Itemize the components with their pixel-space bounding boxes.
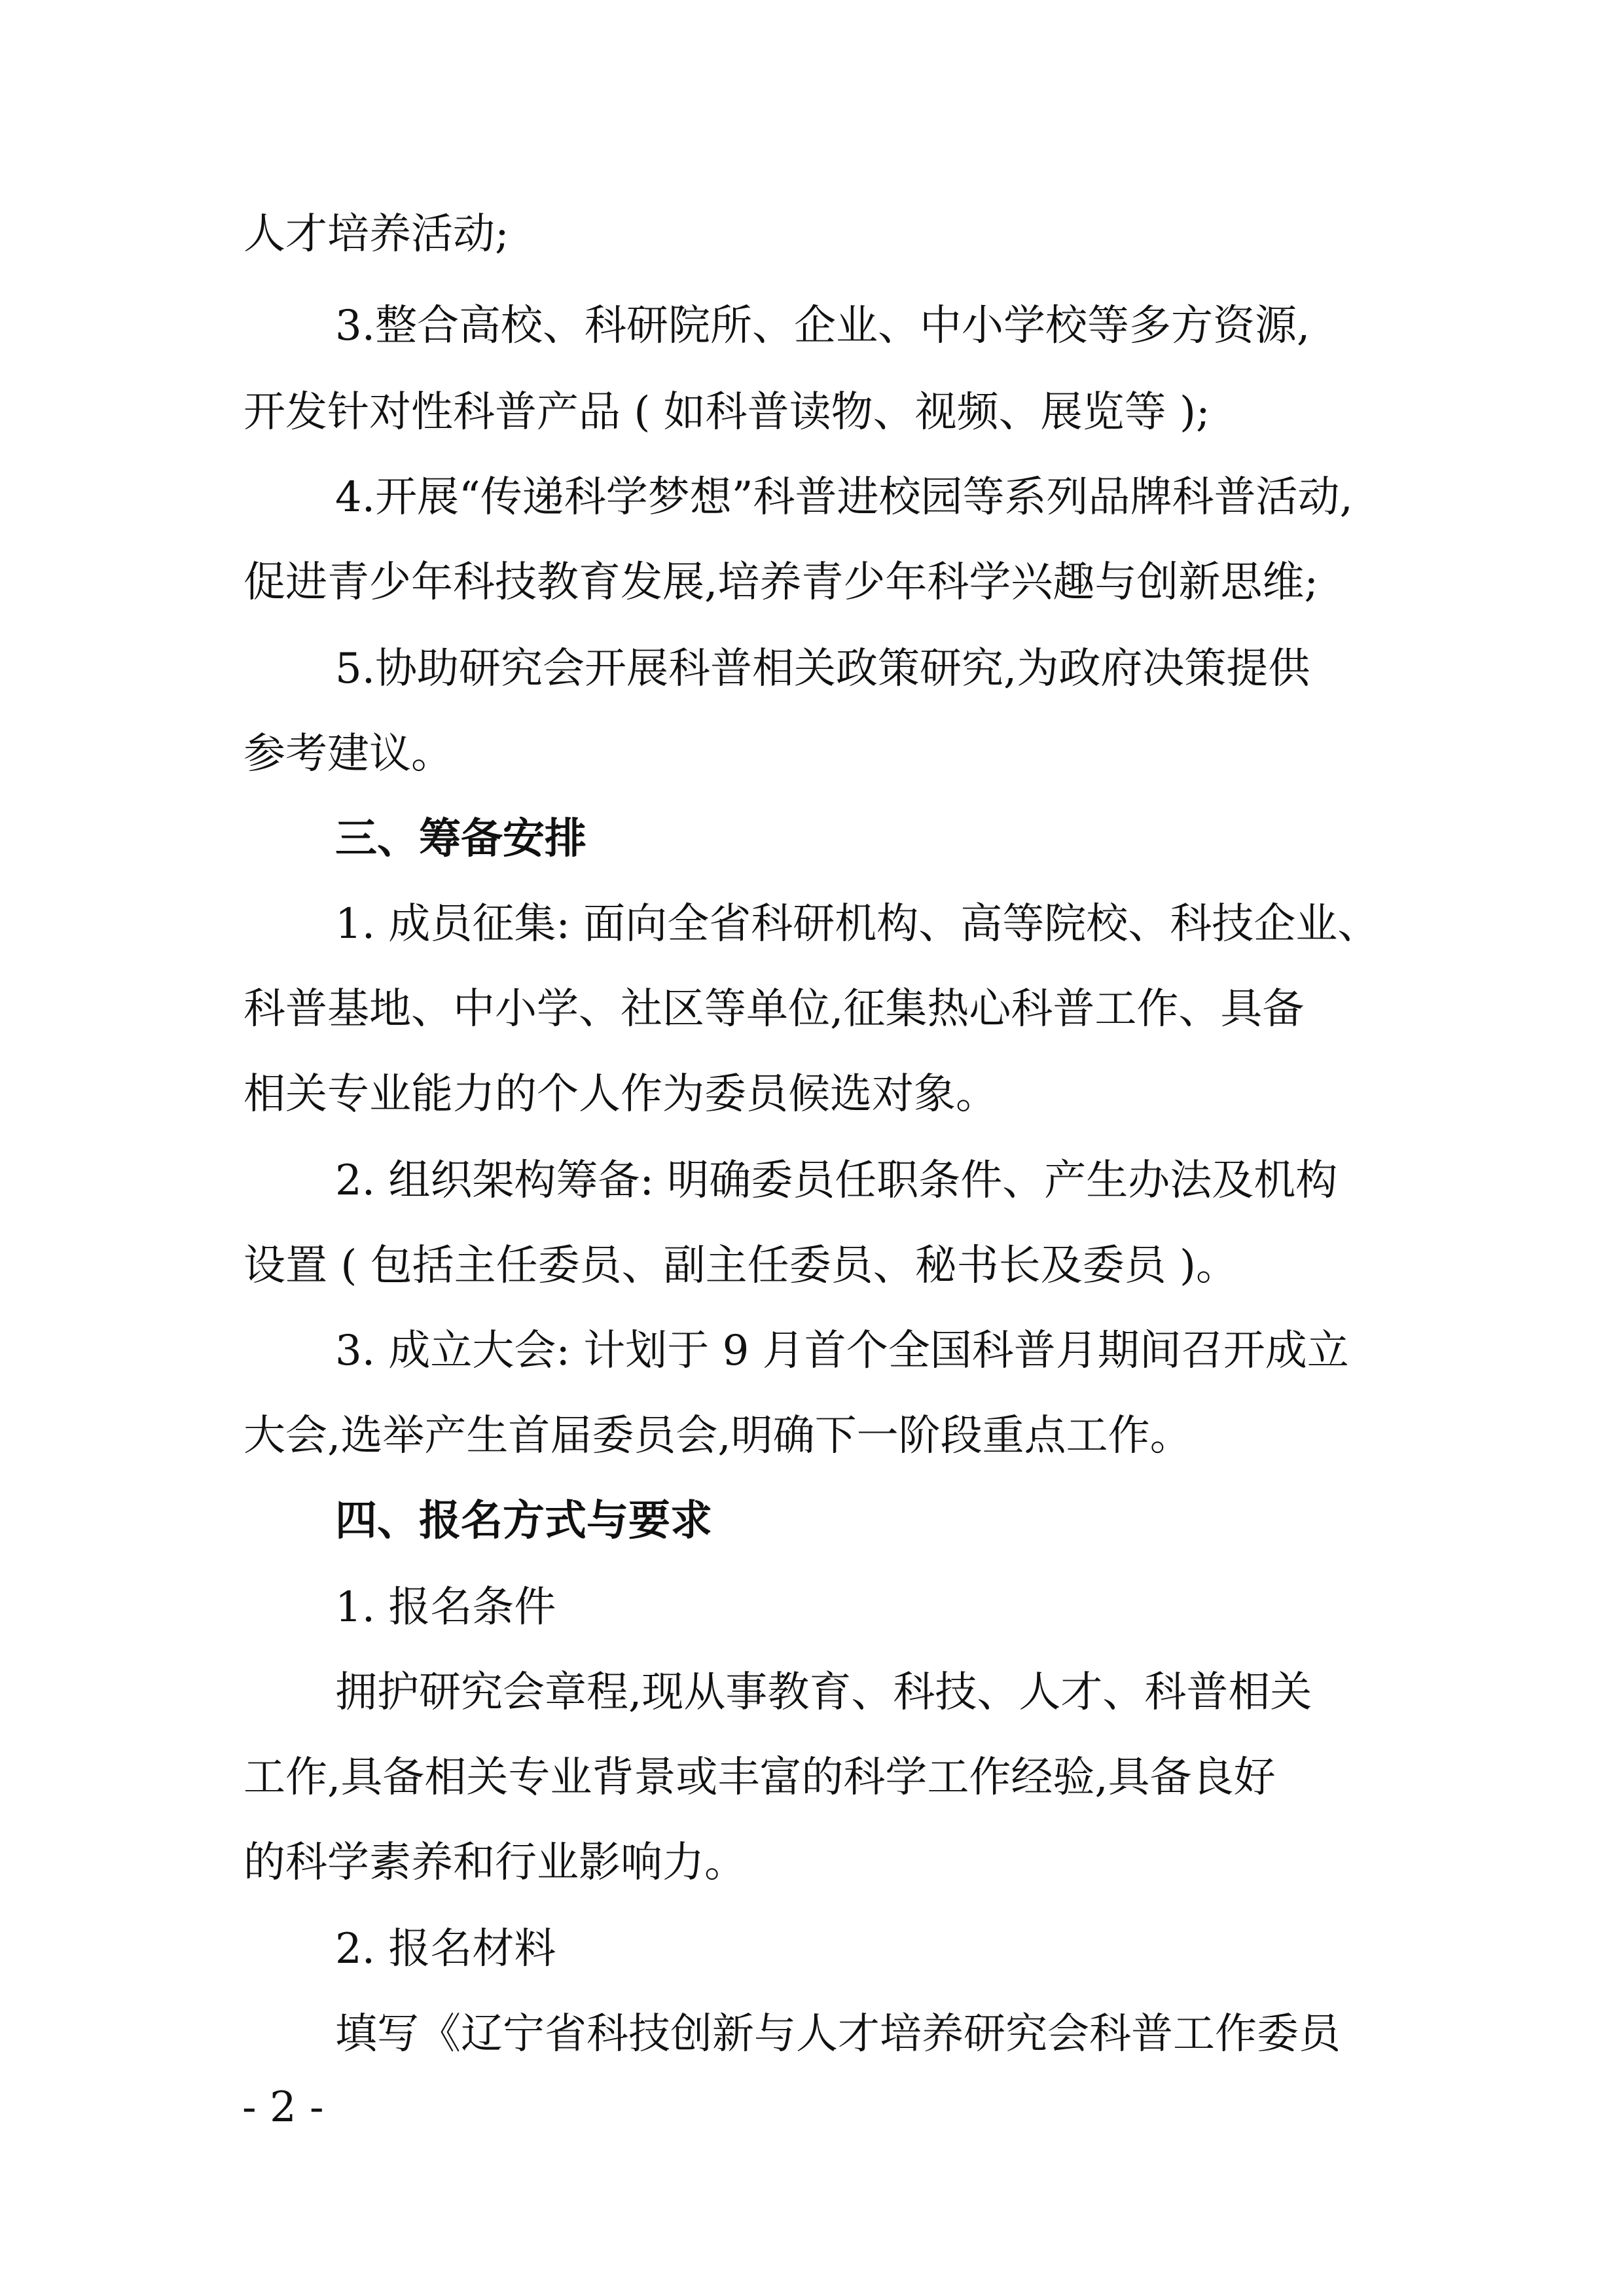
body-line: 填写《辽宁省科技创新与人才培养研究会科普工作委员 — [335, 2010, 1341, 2058]
section-heading: 四、报名方式与要求 — [335, 1496, 712, 1545]
page-number: - 2 - — [242, 2083, 324, 2132]
body-line: 1. 成员征集: 面向全省科研机构、高等院校、科技企业、 — [335, 900, 1380, 948]
body-line: 4.开展“传递科学梦想”科普进校园等系列品牌科普活动, — [335, 473, 1353, 522]
body-line: 大会,选举产生首届委员会,明确下一阶段重点工作。 — [244, 1412, 1192, 1460]
body-line: 2. 组织架构筹备: 明确委员任职条件、产生办法及机构 — [335, 1157, 1338, 1205]
body-line: 设置 ( 包括主任委员、副主任委员、秘书长及委员 )。 — [244, 1242, 1238, 1290]
body-line: 3.整合高校、科研院所、企业、中小学校等多方资源, — [335, 302, 1310, 350]
body-line: 促进青少年科技教育发展,培养青少年科学兴趣与创新思维; — [244, 558, 1318, 607]
body-line: 5.协助研究会开展科普相关政策研究,为政府决策提供 — [335, 645, 1310, 693]
body-line: 相关专业能力的个人作为委员候选对象。 — [244, 1070, 998, 1119]
body-line: 参考建议。 — [244, 730, 453, 778]
body-line: 开发针对性科普产品 ( 如科普读物、视频、展览等 ); — [244, 388, 1210, 437]
body-line: 拥护研究会章程,现从事教育、科技、人才、科普相关 — [335, 1668, 1312, 1717]
body-line: 工作,具备相关专业背景或丰富的科学工作经验,具备良好 — [244, 1753, 1276, 1802]
body-line: 科普基地、中小学、社区等单位,征集热心科普工作、具备 — [244, 985, 1305, 1033]
subheading: 1. 报名条件 — [335, 1583, 556, 1632]
body-line: 的科学素养和行业影响力。 — [244, 1839, 746, 1887]
subheading: 2. 报名材料 — [335, 1925, 556, 1973]
section-heading: 三、筹备安排 — [335, 814, 586, 863]
body-line: 人才培养活动; — [244, 210, 509, 259]
body-line: 3. 成立大会: 计划于 9 月首个全国科普月期间召开成立 — [335, 1327, 1349, 1375]
